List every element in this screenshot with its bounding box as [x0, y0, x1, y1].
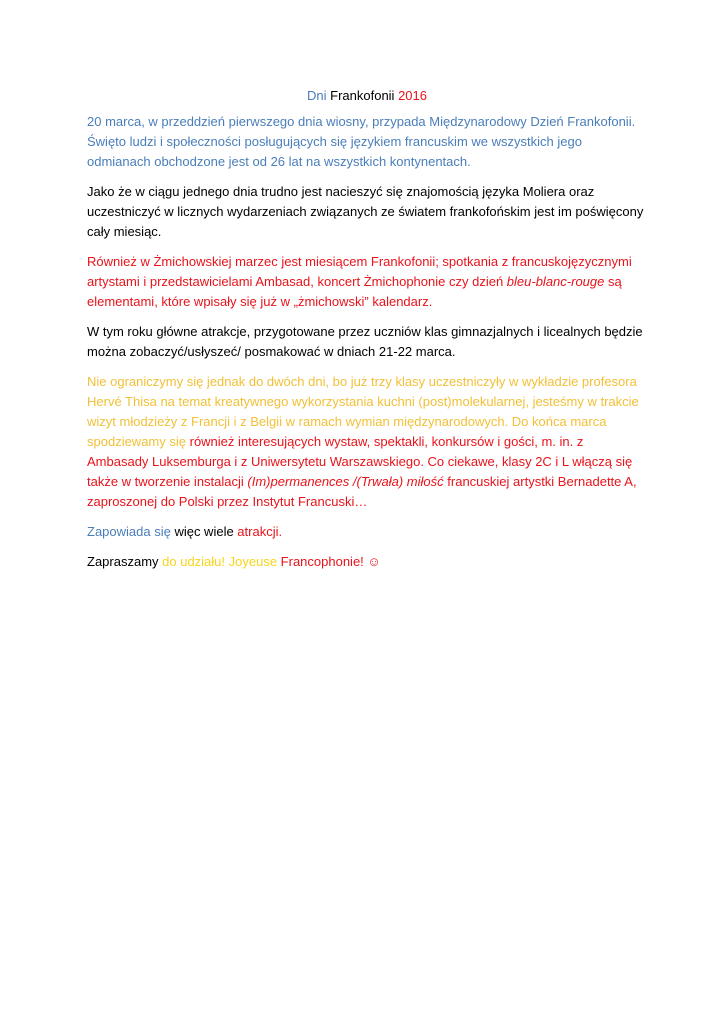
invitation-part3: Francophonie! ☺	[277, 554, 381, 569]
paragraph-more-events-red1: również interesujących wystaw, spektakli, konkursów i gości, m. in. z Ambasady Luksemburga i z Uniwersytetu Warszawskiego. Co ciekawe, klasy 2C i L włączą się także w tworzenie instalacji	[87, 434, 633, 489]
paragraph-more-events-red2: francuskiej artystki Bernadette A, zaproszonej do Polski przez Instytut Francuski…	[87, 474, 637, 509]
paragraph-moliere	[87, 182, 647, 242]
invitation-part1: Zapraszamy	[87, 554, 163, 569]
document-body	[87, 86, 647, 582]
paragraph-main-attractions	[87, 322, 647, 362]
announcement-part2: więc wiele	[170, 524, 238, 539]
paragraph-zmichowska-text2: są elementami, które wpisały się już w „żmichowski” kalendarz.	[87, 274, 622, 309]
paragraph-zmichowska-italic: bleu-blanc-rouge	[506, 274, 605, 289]
paragraph-more-events	[87, 372, 647, 512]
paragraph-main-attractions-text: W tym roku główne atrakcje, przygotowane przez uczniów klas gimnazjalnych i licealnych będzie można zobaczyć/usłyszeć/ posmakować w dniach 21-22 marca.	[87, 324, 643, 359]
paragraph-more-events-italic: (Im)permanences /(Trwała) miłość	[247, 474, 444, 489]
document-title	[87, 86, 647, 106]
title-frankofonii: Frankofonii	[330, 88, 399, 103]
paragraph-intro	[87, 112, 647, 172]
invitation-part2: do udziału! Joyeuse	[162, 554, 278, 569]
paragraph-intro-text: 20 marca, w przeddzień pierwszego dnia wiosny, przypada Międzynarodowy Dzień Frankofonii. Święto ludzi i społeczności posługujących się językiem francuskim we wszystkich jego odmianach obchodzone jest od 26 lat na wszystkich kontynentach.	[87, 114, 636, 169]
paragraph-zmichowska	[87, 252, 647, 312]
paragraph-announcement	[87, 522, 647, 542]
announcement-part1: Zapowiada się	[87, 524, 171, 539]
paragraph-zmichowska-text1: Również w Żmichowskiej marzec jest miesiącem Frankofonii; spotkania z francuskojęzycznymi artystami i przedstawicielami Ambasad, koncert Żmichophonie czy dzień	[87, 254, 632, 289]
announcement-part3: atrakcji.	[237, 524, 283, 539]
title-year: 2016	[398, 88, 427, 103]
paragraph-moliere-text: Jako że w ciągu jednego dnia trudno jest nacieszyć się znajomością języka Moliera oraz uczestniczyć w licznych wydarzeniach związanych ze światem frankofońskim jest im poświęcony cały miesiąc.	[87, 184, 644, 239]
paragraph-invitation	[87, 552, 647, 572]
title-dni: Dni	[307, 88, 331, 103]
paragraph-more-events-orange: Nie ograniczymy się jednak do dwóch dni, bo już trzy klasy uczestniczyły w wykładzie profesora Hervé Thisa na temat kreatywnego wykorzystania kuchni (post)molekularnej, jesteśmy w trakcie wizyt młodzieży z Francji i z Belgii w ramach wymian międzynarodowych. Do końca marca spodziewamy się	[87, 374, 639, 449]
